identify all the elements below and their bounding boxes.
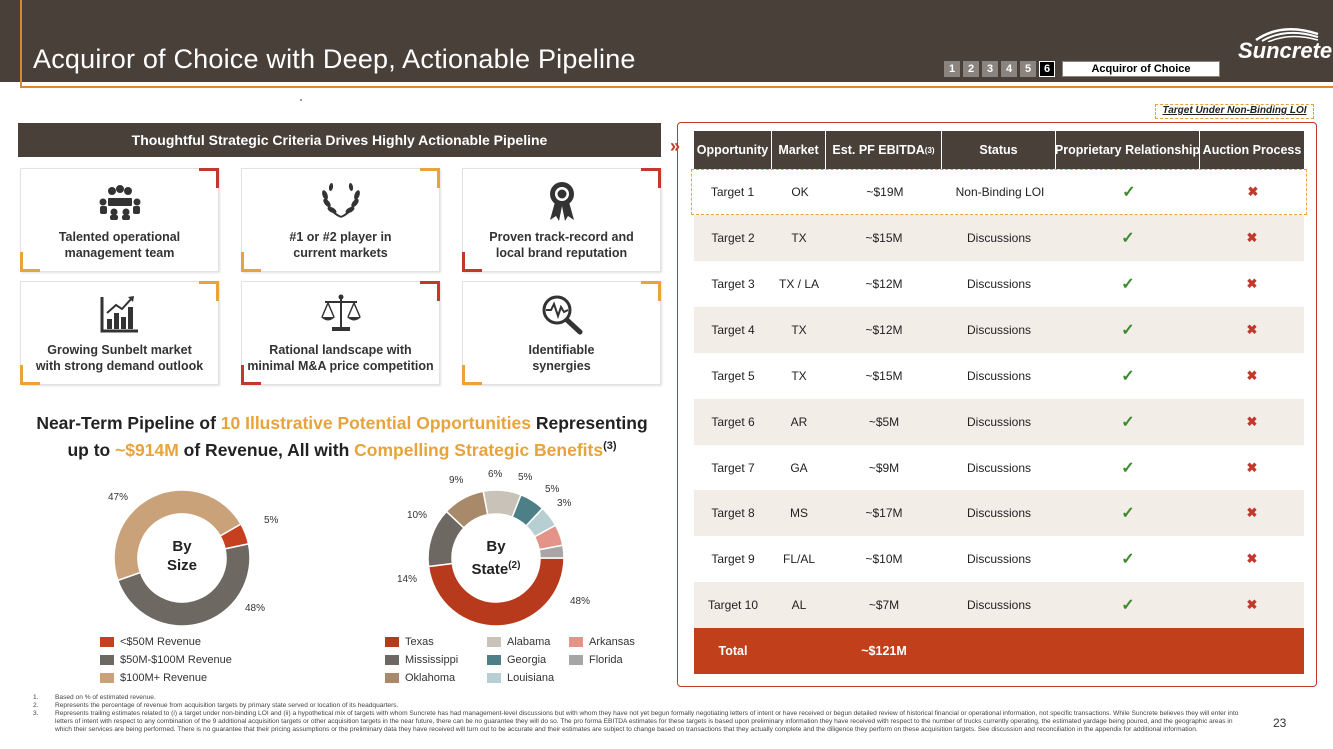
cell-auction bbox=[1200, 215, 1304, 261]
criteria-card-rational-landscape bbox=[241, 281, 440, 385]
legend-item: Arkansas bbox=[569, 636, 635, 648]
table-row bbox=[694, 353, 1304, 399]
cell-proprietary bbox=[1056, 261, 1200, 307]
cell-auction bbox=[1200, 490, 1304, 536]
data-label: 47% bbox=[108, 492, 129, 503]
cross-icon: ✖ bbox=[1246, 460, 1258, 475]
table-header bbox=[694, 131, 1304, 169]
cell-opportunity: Target 8 bbox=[711, 506, 755, 520]
cell-auction bbox=[1200, 261, 1304, 307]
check-icon: ✓ bbox=[1121, 597, 1135, 614]
data-label: 5% bbox=[545, 484, 560, 495]
criteria-card-track-record bbox=[462, 168, 661, 272]
header-underline bbox=[20, 86, 1333, 88]
table-row bbox=[694, 399, 1304, 445]
cell-auction bbox=[1200, 353, 1304, 399]
page-nav-6-active[interactable]: 6 bbox=[1039, 61, 1055, 77]
legend-item: Florida bbox=[569, 654, 623, 666]
data-label: 3% bbox=[557, 498, 572, 509]
cell-market: TX bbox=[791, 231, 807, 245]
cell-status: Discussions bbox=[966, 369, 1032, 383]
cell-proprietary bbox=[1056, 445, 1200, 491]
legend-item: Texas bbox=[385, 636, 434, 648]
legend-swatch bbox=[569, 655, 583, 665]
table-row bbox=[694, 307, 1304, 353]
table-row bbox=[694, 215, 1304, 261]
criteria-card-sunbelt-growth bbox=[20, 281, 219, 385]
legend-swatch bbox=[385, 637, 399, 647]
cross-icon: ✖ bbox=[1246, 368, 1258, 383]
cell-opportunity: Target 10 bbox=[707, 598, 759, 612]
growth-chart-icon bbox=[98, 292, 142, 336]
cell-status: Non-Binding LOI bbox=[955, 185, 1045, 199]
card-corner-accent bbox=[641, 168, 661, 188]
cell-ebitda: ~$10M bbox=[865, 552, 903, 566]
card-label: #1 or #2 player in current markets bbox=[289, 230, 392, 260]
check-icon: ✓ bbox=[1121, 460, 1135, 477]
cross-icon: ✖ bbox=[1246, 597, 1258, 612]
cell-ebitda: ~$7M bbox=[868, 598, 900, 612]
cell-status: Discussions bbox=[966, 231, 1032, 245]
column-header-proprietary: Proprietary Relationship bbox=[1056, 131, 1200, 169]
cell-ebitda: ~$19M bbox=[866, 185, 904, 199]
data-label: 48% bbox=[245, 603, 266, 614]
cell-opportunity: Target 4 bbox=[711, 323, 755, 337]
cross-icon: ✖ bbox=[1247, 184, 1259, 199]
footnote: 2. Represents the percentage of revenue from acquisition targets by primary state served or location of its headquarters. bbox=[33, 702, 399, 709]
table-row bbox=[694, 490, 1304, 536]
donut-center-label-state: By State$^{(2)}$ bbox=[471, 538, 521, 578]
legend-item: <$50M Revenue bbox=[100, 636, 201, 648]
legend-item: Mississippi bbox=[385, 654, 458, 666]
check-icon: ✓ bbox=[1121, 322, 1135, 339]
pipeline-heading: Near-Term Pipeline of 10 Illustrative Potential Opportunities Representing up to ~$914M of Revenue, All with Compelling Strategic Benefits$^{(3)}$ bbox=[36, 413, 648, 460]
cross-icon: ✖ bbox=[1246, 230, 1258, 245]
cell-ebitda: ~$15M bbox=[865, 231, 903, 245]
cell-ebitda: ~$9M bbox=[868, 461, 900, 475]
cell-auction bbox=[1200, 445, 1304, 491]
table-row bbox=[694, 582, 1304, 628]
data-label: 5% bbox=[264, 515, 279, 526]
cell-market: MS bbox=[790, 506, 808, 520]
table-row bbox=[691, 169, 1307, 215]
data-label: 5% bbox=[518, 472, 533, 483]
legend-by-size bbox=[100, 636, 280, 690]
check-icon: ✓ bbox=[1121, 551, 1135, 568]
check-icon: ✓ bbox=[1121, 414, 1135, 431]
non-binding-loi-note: Target Under Non-Binding LOI bbox=[1155, 104, 1314, 119]
team-meeting-icon bbox=[98, 179, 142, 223]
check-icon: ✓ bbox=[1122, 184, 1136, 201]
data-label: 48% bbox=[570, 596, 591, 607]
check-icon: ✓ bbox=[1121, 368, 1135, 385]
total-label: Total bbox=[718, 644, 748, 658]
cell-auction bbox=[1200, 307, 1304, 353]
legend-swatch bbox=[100, 637, 114, 647]
card-label: Growing Sunbelt market with strong demand outlook bbox=[35, 343, 204, 373]
cell-auction bbox=[1200, 399, 1304, 445]
criteria-banner: Thoughtful Strategic Criteria Drives Highly Actionable Pipeline bbox=[18, 123, 661, 157]
data-label: 6% bbox=[488, 469, 503, 480]
card-label: Rational landscape with minimal M&A price competition bbox=[247, 343, 434, 373]
legend-swatch bbox=[385, 655, 399, 665]
footnotes bbox=[33, 694, 1243, 734]
footnote: 3. Represents trailing estimates related to (i) a target under non-binding LOI and (ii) a hypothetical mix of targets with whom Suncrete has had management-level discussions but with whom they have not yet begun formally negotiating letters of intent or have received or begun detailed review of historical financial or operational information, not specific transactions. While Suncrete believes they will enter into letters of intent with respect to any combination of the 9 additional acquisition targets or other acquisition targets in the near future, there can be no guarantee they will do so. The pro forma EBITDA estimates for these targets is based upon preliminary information they have received with respect to the number of trucks currently operating, the estimated yardage being poured, and the geographic areas in which their services are being performed. There is no guarantee that their pricing assumptions or the preliminary data they have received will turn out to be accurate and their estimates are subject to change based on transactions that they actually complete and the diligence they perform on these acquisition targets. See discussion and reconciliation in the appendix for additional information. bbox=[33, 710, 1239, 733]
card-label: Identifiable synergies bbox=[528, 343, 595, 373]
cell-proprietary bbox=[1056, 353, 1200, 399]
balance-scale-icon bbox=[319, 292, 363, 336]
criteria-card-management bbox=[20, 168, 219, 272]
column-header-opportunity: Opportunity bbox=[694, 131, 772, 169]
cross-icon: ✖ bbox=[1246, 322, 1258, 337]
column-header-ebitda: Est. PF EBITDA (3) bbox=[826, 131, 942, 169]
legend-swatch bbox=[100, 673, 114, 683]
card-corner-accent bbox=[420, 168, 440, 188]
cell-market: FL/AL bbox=[782, 552, 815, 566]
legend-swatch bbox=[569, 637, 583, 647]
page-navigation bbox=[944, 61, 1220, 77]
legend-swatch bbox=[385, 673, 399, 683]
cell-market: TX bbox=[791, 369, 807, 383]
cell-ebitda: ~$12M bbox=[865, 323, 903, 337]
card-label: Talented operational management team bbox=[58, 230, 181, 260]
page-nav-2[interactable]: 2 bbox=[963, 61, 979, 77]
magnifier-pulse-icon bbox=[540, 292, 584, 336]
check-icon: ✓ bbox=[1121, 230, 1135, 247]
cell-auction bbox=[1201, 170, 1305, 214]
cell-status: Discussions bbox=[966, 415, 1032, 429]
cell-status: Discussions bbox=[966, 506, 1032, 520]
header-accent-bar bbox=[20, 0, 22, 88]
cell-status: Discussions bbox=[966, 323, 1032, 337]
donut-center-label-size: By Size bbox=[166, 538, 197, 574]
double-chevron-right-icon: » bbox=[670, 136, 681, 156]
cell-ebitda: ~$12M bbox=[865, 277, 903, 291]
cell-market: TX / LA bbox=[778, 277, 819, 291]
cell-market: GA bbox=[790, 461, 808, 475]
cell-market: TX bbox=[791, 323, 807, 337]
cell-proprietary bbox=[1057, 170, 1201, 214]
legend-item: Alabama bbox=[487, 636, 550, 648]
data-label: 14% bbox=[397, 574, 418, 585]
footnote: 1. Based on % of estimated revenue. bbox=[33, 694, 156, 701]
legend-swatch bbox=[487, 655, 501, 665]
check-icon: ✓ bbox=[1121, 505, 1135, 522]
legend-item: Louisiana bbox=[487, 672, 554, 684]
cell-opportunity: Target 5 bbox=[711, 369, 755, 383]
criteria-card-market-position bbox=[241, 168, 440, 272]
data-label: 10% bbox=[407, 510, 428, 521]
cross-icon: ✖ bbox=[1246, 414, 1258, 429]
column-header-auction: Auction Process bbox=[1200, 131, 1304, 169]
card-label: Proven track-record and local brand reputation bbox=[489, 230, 634, 260]
cell-proprietary bbox=[1056, 399, 1200, 445]
cell-auction bbox=[1200, 536, 1304, 582]
company-logo: Suncrete bbox=[1238, 38, 1333, 63]
cell-opportunity: Target 7 bbox=[711, 461, 755, 475]
legend-item: Georgia bbox=[487, 654, 546, 666]
cell-opportunity: Target 1 bbox=[710, 185, 755, 199]
page-nav-5[interactable]: 5 bbox=[1020, 61, 1036, 77]
legend-item: $50M-$100M Revenue bbox=[100, 654, 232, 666]
cell-ebitda: ~$5M bbox=[868, 415, 900, 429]
card-corner-accent bbox=[420, 281, 440, 301]
cell-opportunity: Target 2 bbox=[711, 231, 755, 245]
cell-proprietary bbox=[1056, 307, 1200, 353]
cross-icon: ✖ bbox=[1246, 551, 1258, 566]
cell-proprietary bbox=[1056, 536, 1200, 582]
cell-status: Discussions bbox=[966, 598, 1032, 612]
card-corner-accent bbox=[641, 281, 661, 301]
check-icon: ✓ bbox=[1121, 276, 1135, 293]
legend-item: Oklahoma bbox=[385, 672, 455, 684]
cell-status: Discussions bbox=[966, 461, 1032, 475]
cell-opportunity: Target 9 bbox=[711, 552, 755, 566]
legend-by-state bbox=[385, 636, 655, 690]
cell-market: OK bbox=[791, 185, 809, 199]
legend-swatch bbox=[487, 673, 501, 683]
cell-ebitda: ~$17M bbox=[865, 506, 903, 520]
total-ebitda: ~$121M bbox=[861, 644, 907, 658]
column-header-status: Status bbox=[942, 131, 1056, 169]
cell-opportunity: Target 3 bbox=[711, 277, 755, 291]
card-corner-accent bbox=[199, 281, 219, 301]
table-row bbox=[694, 261, 1304, 307]
award-ribbon-icon bbox=[540, 179, 584, 223]
table-row bbox=[694, 536, 1304, 582]
legend-item: $100M+ Revenue bbox=[100, 672, 207, 684]
cell-status: Discussions bbox=[966, 277, 1032, 291]
cell-opportunity: Target 6 bbox=[711, 415, 755, 429]
page-title: Acquiror of Choice with Deep, Actionable Pipeline bbox=[33, 44, 636, 74]
stray-dot bbox=[300, 99, 302, 101]
cell-auction bbox=[1200, 582, 1304, 628]
data-label: 9% bbox=[449, 475, 464, 486]
page-nav-1[interactable]: 1 bbox=[944, 61, 960, 77]
table-row bbox=[694, 445, 1304, 491]
cross-icon: ✖ bbox=[1246, 505, 1258, 520]
cross-icon: ✖ bbox=[1246, 276, 1258, 291]
column-header-market: Market bbox=[772, 131, 826, 169]
header bbox=[0, 0, 1333, 88]
cell-market: AR bbox=[790, 415, 808, 429]
cell-proprietary bbox=[1056, 490, 1200, 536]
criteria-card-synergies bbox=[462, 281, 661, 385]
legend-swatch bbox=[487, 637, 501, 647]
legend-swatch bbox=[100, 655, 114, 665]
cell-proprietary bbox=[1056, 582, 1200, 628]
page-number: 23 bbox=[1273, 716, 1287, 730]
cell-proprietary bbox=[1056, 215, 1200, 261]
cell-status: Discussions bbox=[966, 552, 1032, 566]
page-nav-4[interactable]: 4 bbox=[1001, 61, 1017, 77]
cell-ebitda: ~$15M bbox=[865, 369, 903, 383]
table-total-row bbox=[694, 628, 1304, 674]
card-corner-accent bbox=[199, 168, 219, 188]
section-label: Acquiror of Choice bbox=[1062, 61, 1220, 77]
laurel-wreath-icon bbox=[319, 179, 363, 223]
cell-market: AL bbox=[791, 598, 807, 612]
page-nav-3[interactable]: 3 bbox=[982, 61, 998, 77]
